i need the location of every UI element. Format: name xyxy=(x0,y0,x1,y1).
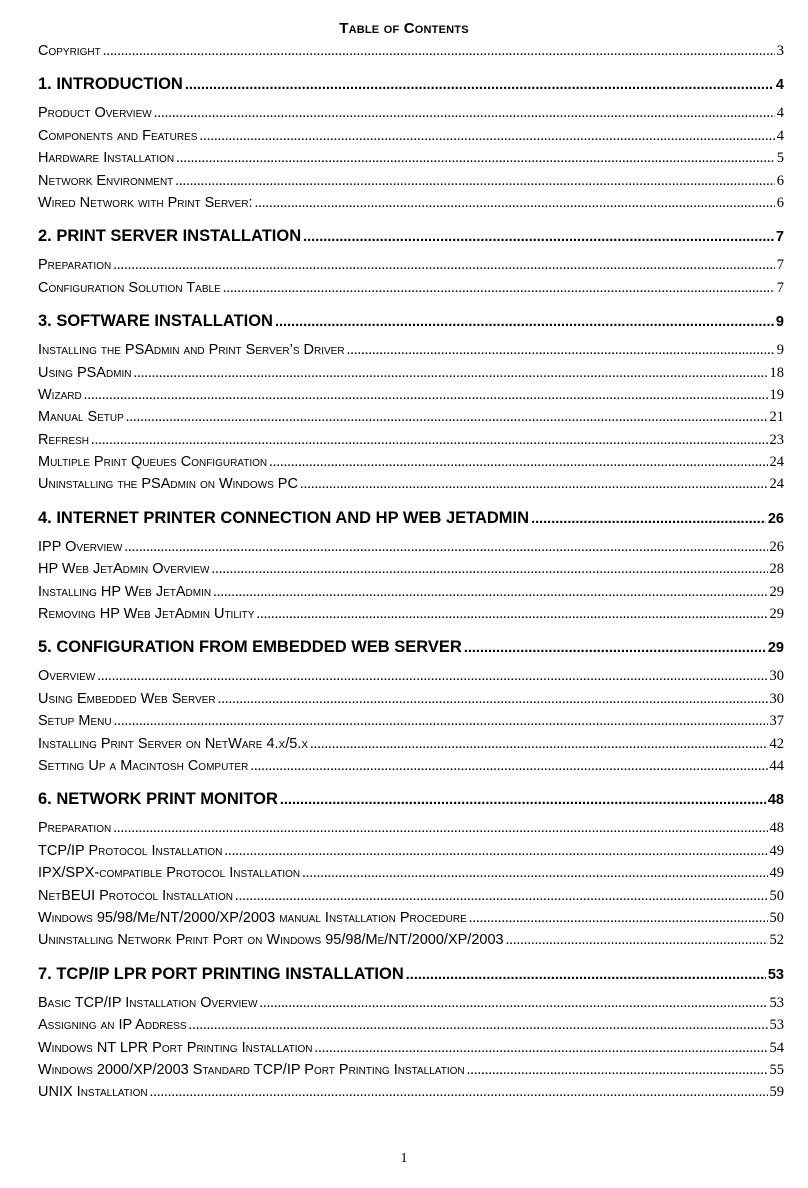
toc-section-entry[interactable] xyxy=(38,277,784,299)
toc-section-entry[interactable] xyxy=(38,384,784,406)
toc-entry-label: Basic TCP/IP Installation Overview xyxy=(38,994,258,1011)
toc-entry-label: Installing HP Web JetAdmin xyxy=(38,583,212,600)
toc-entry-page-number: 28 xyxy=(769,561,784,578)
toc-chapter-entry[interactable] xyxy=(38,307,784,335)
toc-section-entry[interactable] xyxy=(38,992,784,1014)
toc-entry-page-number: 53 xyxy=(769,994,784,1011)
toc-section-entry[interactable] xyxy=(38,40,784,62)
toc-entry-label: Configuration Solution Table xyxy=(38,279,221,296)
toc-entry-page-number: 54 xyxy=(769,1039,784,1056)
dot-leader xyxy=(255,192,775,214)
toc-entry-label: Hardware Installation xyxy=(38,150,175,167)
page-number: 1 xyxy=(400,1151,408,1166)
dot-leader xyxy=(314,1037,767,1059)
dot-leader xyxy=(310,733,768,755)
dot-leader xyxy=(467,1059,768,1081)
toc-entry-label: Preparation xyxy=(38,820,112,837)
toc-section-entry[interactable] xyxy=(38,406,784,428)
toc-entry-page-number: 26 xyxy=(769,538,784,555)
toc-entry-page-number: 44 xyxy=(769,757,784,774)
toc-section-entry[interactable] xyxy=(38,885,784,907)
toc-entry-label: TCP/IP Protocol Installation xyxy=(38,842,223,859)
toc-section-entry[interactable] xyxy=(38,473,784,495)
toc-entry-page-number: 48 xyxy=(769,820,784,837)
toc-entry-label: 3. SOFTWARE INSTALLATION xyxy=(38,312,273,331)
toc-section-entry[interactable] xyxy=(38,603,784,625)
toc-entry-page-number: 30 xyxy=(769,690,784,707)
dot-leader xyxy=(189,1014,768,1036)
dot-leader xyxy=(223,277,775,299)
dot-leader xyxy=(211,558,767,580)
toc-entry-page-number: 26 xyxy=(767,510,784,527)
toc-entry-page-number: 48 xyxy=(767,792,784,809)
toc-entry-label: Installing the PSAdmin and Print Server’s Driver xyxy=(38,342,345,359)
toc-entry-page-number: 23 xyxy=(769,431,784,448)
toc-entry-page-number: 19 xyxy=(769,386,784,403)
dot-leader xyxy=(256,603,767,625)
toc-section-entry[interactable] xyxy=(38,929,784,951)
toc-entry-page-number: 53 xyxy=(767,966,784,983)
toc-section-entry[interactable] xyxy=(38,581,784,603)
toc-entry-label: Assigning an IP Address xyxy=(38,1017,187,1034)
dot-leader xyxy=(347,339,775,361)
toc-chapter-entry[interactable] xyxy=(38,222,784,250)
toc-entry-page-number: 30 xyxy=(769,668,784,685)
dot-leader xyxy=(103,40,775,62)
toc-entry-label: Using Embedded Web Server xyxy=(38,690,216,707)
toc-entry-label: Preparation xyxy=(38,257,112,274)
toc-entry-label: 6. NETWORK PRINT MONITOR xyxy=(38,790,278,809)
toc-section-entry[interactable] xyxy=(38,688,784,710)
toc-entry-page-number: 59 xyxy=(769,1084,784,1101)
toc-entry-label: Product Overview xyxy=(38,105,152,122)
toc-section-entry[interactable] xyxy=(38,147,784,169)
toc-section-entry[interactable] xyxy=(38,710,784,732)
toc-entry-label: HP Web JetAdmin Overview xyxy=(38,561,210,578)
dot-leader xyxy=(224,840,767,862)
toc-section-entry[interactable] xyxy=(38,907,784,929)
toc-entry-page-number: 29 xyxy=(769,606,784,623)
toc-entry-label: Using PSAdmin xyxy=(38,364,132,381)
toc-entry-label: Copyright xyxy=(38,43,101,59)
dot-leader xyxy=(113,254,775,276)
toc-entry-page-number: 52 xyxy=(769,932,784,949)
dot-leader xyxy=(176,147,775,169)
toc-section-entry[interactable] xyxy=(38,339,784,361)
dot-leader xyxy=(259,992,767,1014)
toc-section-entry[interactable] xyxy=(38,125,784,147)
dot-leader xyxy=(150,1081,768,1103)
toc-entry-page-number: 4 xyxy=(776,105,784,122)
dot-leader xyxy=(303,223,774,250)
toc-section-entry[interactable] xyxy=(38,665,784,687)
toc-section-entry[interactable] xyxy=(38,429,784,451)
toc-section-entry[interactable] xyxy=(38,755,784,777)
toc-entry-label: Wired Network with Print Server: xyxy=(38,194,253,211)
toc-entry-label: IPP Overview xyxy=(38,538,123,555)
toc-entry-label: Manual Setup xyxy=(38,409,124,426)
toc-section-entry[interactable] xyxy=(38,536,784,558)
dot-leader xyxy=(154,102,775,124)
toc-chapter-entry[interactable] xyxy=(38,70,784,98)
dot-leader xyxy=(302,862,767,884)
toc-section-entry[interactable] xyxy=(38,362,784,384)
dot-leader xyxy=(250,755,767,777)
toc-entry-label: Uninstalling the PSAdmin on Windows PC xyxy=(38,476,298,493)
toc-entry-label: Removing HP Web JetAdmin Utility xyxy=(38,606,255,623)
toc-entry-page-number: 55 xyxy=(769,1061,784,1078)
toc-section-entry[interactable] xyxy=(38,170,784,192)
toc-entry-label: Setting Up a Macintosh Computer xyxy=(38,757,249,774)
toc-entry-label: Uninstalling Network Print Port on Windows 95/98/Me/NT/2000/XP/2003 xyxy=(38,932,504,949)
toc-entry-label: Network Environment xyxy=(38,172,174,189)
toc-entry-page-number: 53 xyxy=(769,1017,784,1034)
toc-entry-page-number: 7 xyxy=(775,229,784,246)
dot-leader xyxy=(464,634,766,661)
toc-section-entry[interactable] xyxy=(38,1081,784,1103)
toc-section-entry[interactable] xyxy=(38,102,784,124)
toc-entry-label: 5. CONFIGURATION FROM EMBEDDED WEB SERVER xyxy=(38,638,462,657)
dot-leader xyxy=(124,536,767,558)
toc-entry-page-number: 24 xyxy=(769,454,784,471)
dot-leader xyxy=(300,473,768,495)
dot-leader xyxy=(269,451,767,473)
toc-entry-page-number: 7 xyxy=(776,279,784,296)
toc-section-entry[interactable] xyxy=(38,1059,784,1081)
toc-entry-page-number: 6 xyxy=(776,194,784,211)
toc-entry-page-number: 6 xyxy=(776,172,784,189)
toc-entry-label: 7. TCP/IP LPR PORT PRINTING INSTALLATION xyxy=(38,964,404,983)
toc-entry-label: Refresh xyxy=(38,431,90,448)
dot-leader xyxy=(531,505,766,532)
toc-entry-page-number: 9 xyxy=(776,342,784,359)
dot-leader xyxy=(506,929,768,951)
toc-entry-label: Multiple Print Queues Configuration xyxy=(38,454,268,471)
toc-entry-label: Overview xyxy=(38,668,96,685)
toc-section-entry[interactable] xyxy=(38,254,784,276)
toc-entry-label: Windows 2000/XP/2003 Standard TCP/IP Port Printing Installation xyxy=(38,1061,465,1078)
toc-entry-page-number: 29 xyxy=(769,583,784,600)
toc-entry-label: Setup Menu xyxy=(38,713,112,730)
dot-leader xyxy=(113,817,767,839)
page-title: Table of Contents xyxy=(339,20,469,37)
toc-entry-label: 2. PRINT SERVER INSTALLATION xyxy=(38,227,302,246)
toc-entry-label: 1. INTRODUCTION xyxy=(38,75,183,94)
toc-entry-label: Windows 95/98/Me/NT/2000/XP/2003 manual Installation Procedure xyxy=(38,909,467,926)
dot-leader xyxy=(84,384,768,406)
toc-entry-page-number: 21 xyxy=(769,409,784,426)
dot-leader xyxy=(213,581,767,603)
toc-section-entry[interactable] xyxy=(38,1037,784,1059)
toc-entry-label: Components and Features xyxy=(38,127,198,144)
toc-entry-label: UNIX Installation xyxy=(38,1084,148,1101)
toc-section-entry[interactable] xyxy=(38,862,784,884)
toc-entry-page-number: 24 xyxy=(769,476,784,493)
toc-entry-page-number: 9 xyxy=(775,314,784,331)
toc-entry-page-number: 49 xyxy=(769,865,784,882)
toc-entry-label: NetBEUI Protocol Installation xyxy=(38,887,233,904)
toc-entry-page-number: 50 xyxy=(769,909,784,926)
table-of-contents xyxy=(38,40,784,1104)
toc-section-entry[interactable] xyxy=(38,558,784,580)
dot-leader xyxy=(126,406,768,428)
toc-section-entry[interactable] xyxy=(38,840,784,862)
toc-entry-page-number: 37 xyxy=(769,713,784,730)
toc-section-entry[interactable] xyxy=(38,817,784,839)
toc-entry-page-number: 3 xyxy=(776,43,784,59)
toc-section-entry[interactable] xyxy=(38,733,784,755)
toc-section-entry[interactable] xyxy=(38,1014,784,1036)
toc-entry-label: 4. INTERNET PRINTER CONNECTION AND HP WEB JETADMIN xyxy=(38,508,530,527)
toc-entry-page-number: 5 xyxy=(776,150,784,167)
toc-entry-label: Installing Print Server on NetWare 4.x/5.x xyxy=(38,735,308,752)
toc-entry-page-number: 4 xyxy=(776,127,784,144)
toc-entry-label: IPX/SPX-compatible Protocol Installation xyxy=(38,865,301,882)
toc-entry-page-number: 49 xyxy=(769,842,784,859)
toc-chapter-entry[interactable] xyxy=(38,504,784,532)
dot-leader xyxy=(406,961,766,988)
dot-leader xyxy=(275,308,774,335)
toc-chapter-entry[interactable] xyxy=(38,960,784,988)
toc-entry-page-number: 29 xyxy=(767,640,784,657)
toc-entry-page-number: 50 xyxy=(769,887,784,904)
toc-section-entry[interactable] xyxy=(38,192,784,214)
dot-leader xyxy=(199,125,774,147)
toc-entry-label: Windows NT LPR Port Printing Installation xyxy=(38,1039,313,1056)
toc-entry-page-number: 7 xyxy=(776,257,784,274)
toc-entry-page-number: 18 xyxy=(769,364,784,381)
toc-entry-label: Wizard xyxy=(38,386,82,403)
toc-chapter-entry[interactable] xyxy=(38,633,784,661)
toc-entry-page-number: 42 xyxy=(769,735,784,752)
dot-leader xyxy=(185,71,774,98)
dot-leader xyxy=(134,362,768,384)
dot-leader xyxy=(469,907,768,929)
dot-leader xyxy=(218,688,768,710)
toc-entry-page-number: 4 xyxy=(775,77,784,94)
dot-leader xyxy=(91,429,767,451)
toc-section-entry[interactable] xyxy=(38,451,784,473)
dot-leader xyxy=(280,786,766,813)
toc-chapter-entry[interactable] xyxy=(38,785,784,813)
dot-leader xyxy=(97,665,767,687)
dot-leader xyxy=(175,170,774,192)
dot-leader xyxy=(235,885,768,907)
dot-leader xyxy=(114,710,768,732)
